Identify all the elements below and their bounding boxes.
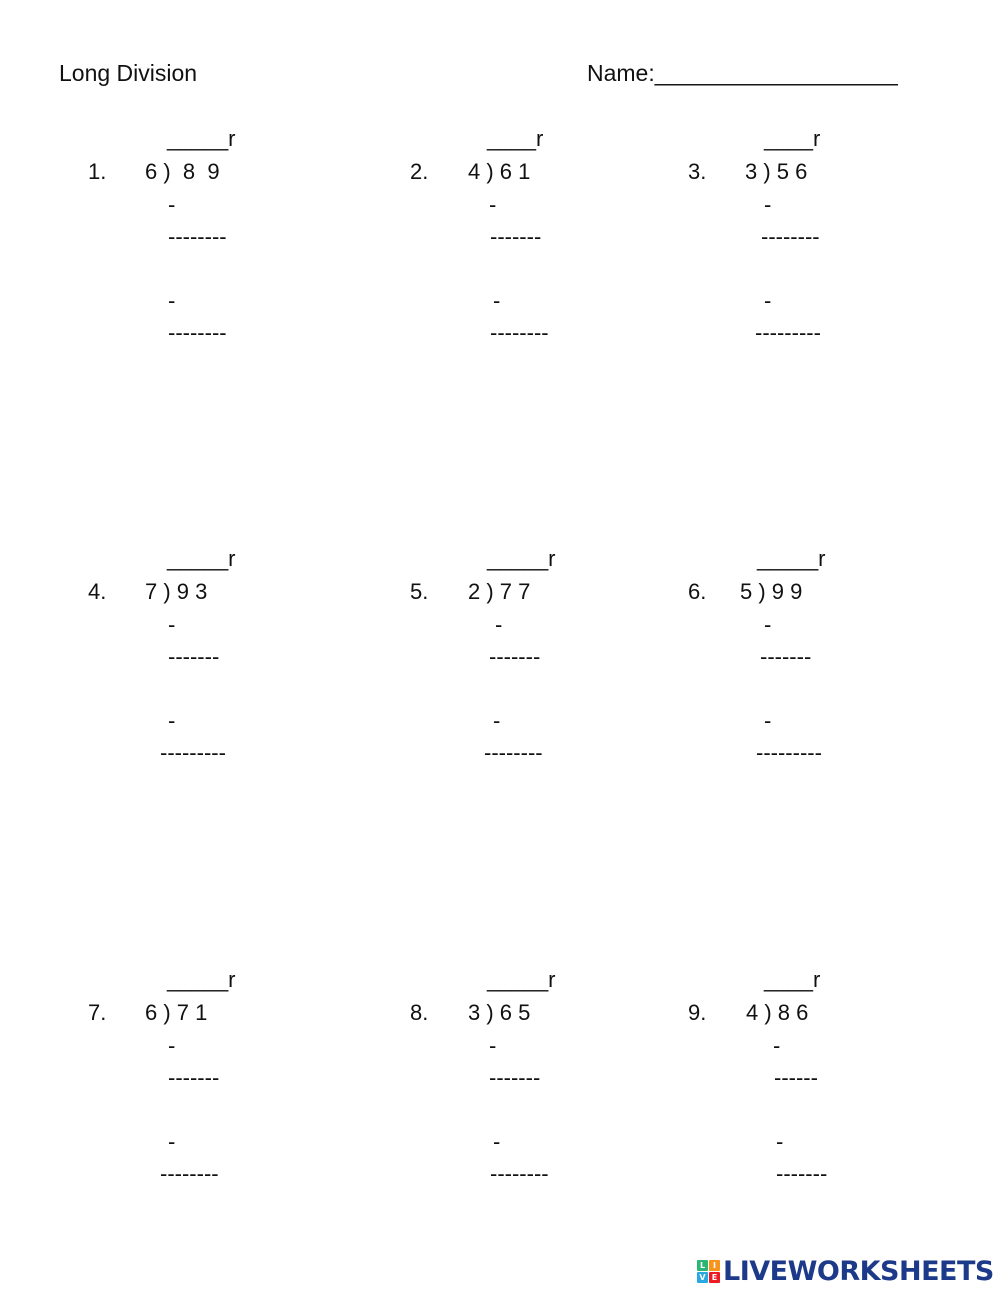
- quotient-line[interactable]: _____r: [167, 967, 236, 992]
- minus-sign: -: [489, 1033, 497, 1058]
- problem-number: 6.: [688, 579, 707, 604]
- minus-sign: -: [493, 1129, 501, 1154]
- minus-sign: -: [764, 612, 772, 637]
- subtraction-line[interactable]: -------: [776, 1161, 828, 1186]
- problem-number: 8.: [410, 1000, 429, 1025]
- subtraction-line[interactable]: --------: [484, 740, 543, 765]
- problem-1: [88, 128, 348, 368]
- subtraction-line[interactable]: --------: [761, 224, 820, 249]
- logo-mark-icon: [697, 1260, 720, 1283]
- problem-5: [410, 548, 670, 788]
- problem-number: 1.: [88, 159, 107, 184]
- problem-number: 5.: [410, 579, 429, 604]
- problem-6: [688, 548, 948, 788]
- minus-sign: -: [493, 288, 501, 313]
- divisor-dividend: 3 ) 5 6: [745, 159, 808, 184]
- logo-mark-cell: V: [697, 1272, 708, 1283]
- logo-mark-cell: E: [709, 1272, 720, 1283]
- minus-sign: -: [495, 612, 503, 637]
- quotient-line[interactable]: _____r: [487, 546, 556, 571]
- logo-text: LIVEWORKSHEETS: [723, 1255, 994, 1287]
- worksheet-title: Long Division: [59, 60, 198, 86]
- subtraction-line[interactable]: -------: [489, 644, 541, 669]
- subtraction-line[interactable]: ---------: [756, 740, 822, 765]
- minus-sign: -: [168, 708, 176, 733]
- logo-mark-cell: L: [697, 1260, 708, 1271]
- problem-number: 9.: [688, 1000, 707, 1025]
- subtraction-line[interactable]: --------: [160, 1161, 219, 1186]
- minus-sign: -: [773, 1033, 781, 1058]
- minus-sign: -: [489, 192, 497, 217]
- minus-sign: -: [168, 1033, 176, 1058]
- minus-sign: -: [168, 1129, 176, 1154]
- divisor-dividend: 6 ) 7 1: [145, 1000, 208, 1025]
- minus-sign: -: [776, 1129, 784, 1154]
- subtraction-line[interactable]: ------: [774, 1065, 818, 1090]
- problem-4: [88, 548, 348, 788]
- divisor-dividend: 4 ) 6 1: [468, 159, 531, 184]
- problem-9: [688, 969, 948, 1209]
- minus-sign: -: [168, 288, 176, 313]
- liveworksheets-logo: [697, 1256, 994, 1286]
- subtraction-line[interactable]: --------: [168, 224, 227, 249]
- subtraction-line[interactable]: -------: [760, 644, 812, 669]
- subtraction-line[interactable]: --------: [490, 320, 549, 345]
- divisor-dividend: 2 ) 7 7: [468, 579, 531, 604]
- divisor-dividend: 3 ) 6 5: [468, 1000, 531, 1025]
- problem-7: [88, 969, 348, 1209]
- subtraction-line[interactable]: --------: [490, 1161, 549, 1186]
- subtraction-line[interactable]: ---------: [160, 740, 226, 765]
- minus-sign: -: [764, 288, 772, 313]
- divisor-dividend: 5 ) 9 9: [740, 579, 803, 604]
- problem-number: 4.: [88, 579, 107, 604]
- quotient-line[interactable]: _____r: [167, 126, 236, 151]
- name-field-label[interactable]: Name:___________________: [587, 60, 898, 86]
- problem-number: 7.: [88, 1000, 107, 1025]
- quotient-line[interactable]: _____r: [167, 546, 236, 571]
- minus-sign: -: [168, 192, 176, 217]
- quotient-line[interactable]: _____r: [487, 967, 556, 992]
- subtraction-line[interactable]: -------: [490, 224, 542, 249]
- problem-2: [410, 128, 670, 368]
- divisor-dividend: 7 ) 9 3: [145, 579, 208, 604]
- problem-number: 2.: [410, 159, 429, 184]
- divisor-dividend: 6 ) 8 9: [145, 159, 220, 184]
- minus-sign: -: [493, 708, 501, 733]
- subtraction-line[interactable]: -------: [168, 644, 220, 669]
- problem-3: [688, 128, 948, 368]
- problem-8: [410, 969, 670, 1209]
- logo-mark-cell: I: [709, 1260, 720, 1271]
- subtraction-line[interactable]: -------: [489, 1065, 541, 1090]
- divisor-dividend: 4 ) 8 6: [746, 1000, 809, 1025]
- minus-sign: -: [764, 192, 772, 217]
- subtraction-line[interactable]: --------: [168, 320, 227, 345]
- minus-sign: -: [168, 612, 176, 637]
- quotient-line[interactable]: ____r: [764, 967, 821, 992]
- quotient-line[interactable]: ____r: [487, 126, 544, 151]
- problem-number: 3.: [688, 159, 707, 184]
- minus-sign: -: [764, 708, 772, 733]
- subtraction-line[interactable]: -------: [168, 1065, 220, 1090]
- quotient-line[interactable]: _____r: [757, 546, 826, 571]
- quotient-line[interactable]: ____r: [764, 126, 821, 151]
- subtraction-line[interactable]: ---------: [755, 320, 821, 345]
